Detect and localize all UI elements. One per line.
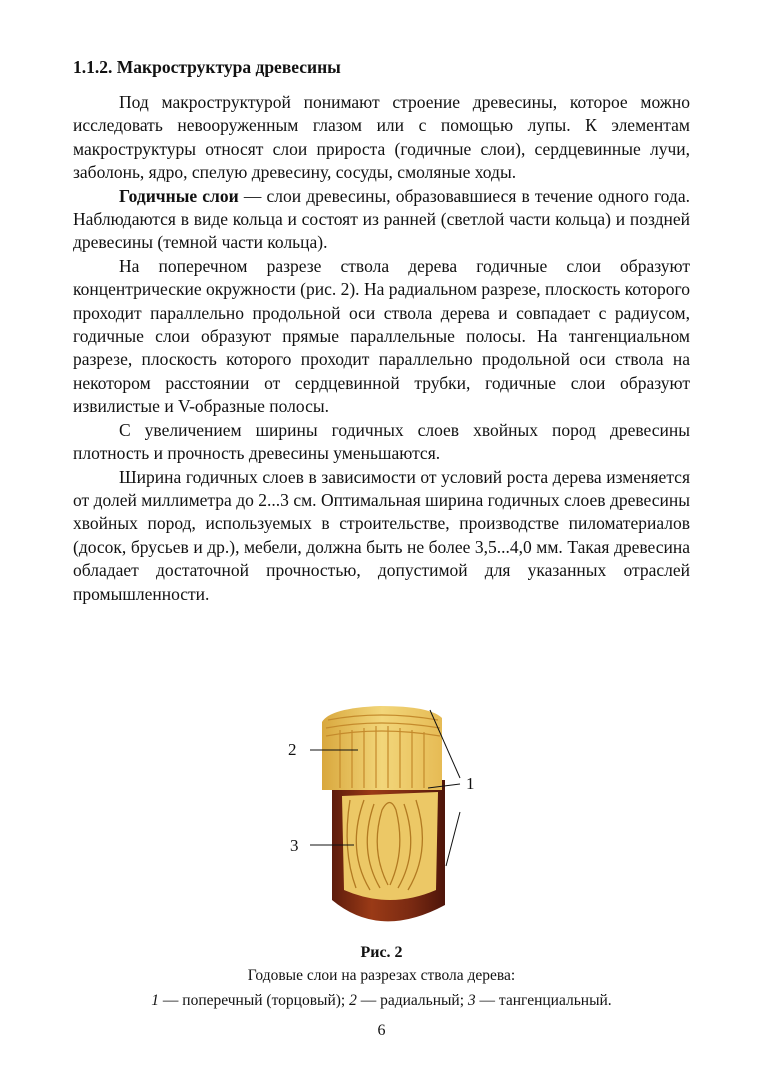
body-text [73, 91, 690, 606]
figure-label-2: 2 [288, 740, 297, 759]
caption-num-1: 1 [151, 992, 160, 1009]
paragraph-2-text: — слои древесины, образовавшиеся в течение одного года. Наблюдаются в виде кольца и состоят из ранней (светлой части кольца) и поздней древесины (темной части кольца). [73, 185, 690, 253]
caption-num-2: 2 [349, 992, 357, 1009]
caption-text-3: — тангенциальный. [475, 992, 612, 1009]
caption-num-3: 3 [467, 992, 476, 1009]
paragraph-3: На поперечном разрезе ствола дерева годичные слои образуют концентрические окружности (рис. 2). На радиальном разрезе, плоскость которого проходит параллельно продольной оси ствола дерева и совпадает с радиусом, годичные слои образуют прямые параллельные полосы. На тангенциальном разрезе, плоскость которого проходит параллельно продольной оси ствола на некотором расстоянии от сердцевинной трубки, годичные слои образуют извилистые и V-образные полосы. [73, 255, 690, 417]
figure-label-3: 3 [290, 836, 299, 855]
figure-log-sections [270, 700, 490, 930]
paragraph-2 [73, 185, 690, 255]
figure-caption-line-2 [0, 992, 763, 1010]
log-illustration [270, 700, 490, 930]
term-annual-rings: Годичные слои [119, 185, 239, 206]
page-number: 6 [377, 1022, 386, 1039]
section-heading: 1.1.2. Макроструктура древесины [73, 57, 341, 77]
paragraph-1: Под макроструктурой понимают строение древесины, которое можно исследовать невооруженным глазом или с помощью лупы. К элементам макроструктуры относят слои прироста (годичные слои), сердцевинные лучи, заболонь, ядро, спелую древесину, сосуды, смоляные ходы. [73, 92, 690, 183]
caption-text-1: — поперечный (торцовый); [159, 992, 350, 1009]
caption-text-2: — радиальный; [356, 992, 468, 1009]
paragraph-4: С увеличением ширины годичных слоев хвойных пород древесины плотность и прочность древесины уменьшаются. [73, 419, 690, 464]
paragraph-5: Ширина годичных слоев в зависимости от условий роста дерева изменяется от долей миллиметра до 2...3 см. Оптимальная ширина годичных слоев древесины хвойных пород, используемых в строительстве, производстве пиломатериалов (досок, брусьев и др.), мебели, должна быть не более 3,5...4,0 мм. Такая древесина обладает достаточной прочностью, допустимой для указанных отраслей промышленности. [73, 466, 690, 604]
figure-caption-title: Рис. 2 [360, 944, 403, 961]
figure-caption-line-1: Годовые слои на разрезах ствола дерева: [247, 967, 516, 984]
figure-label-1: 1 [466, 774, 475, 793]
